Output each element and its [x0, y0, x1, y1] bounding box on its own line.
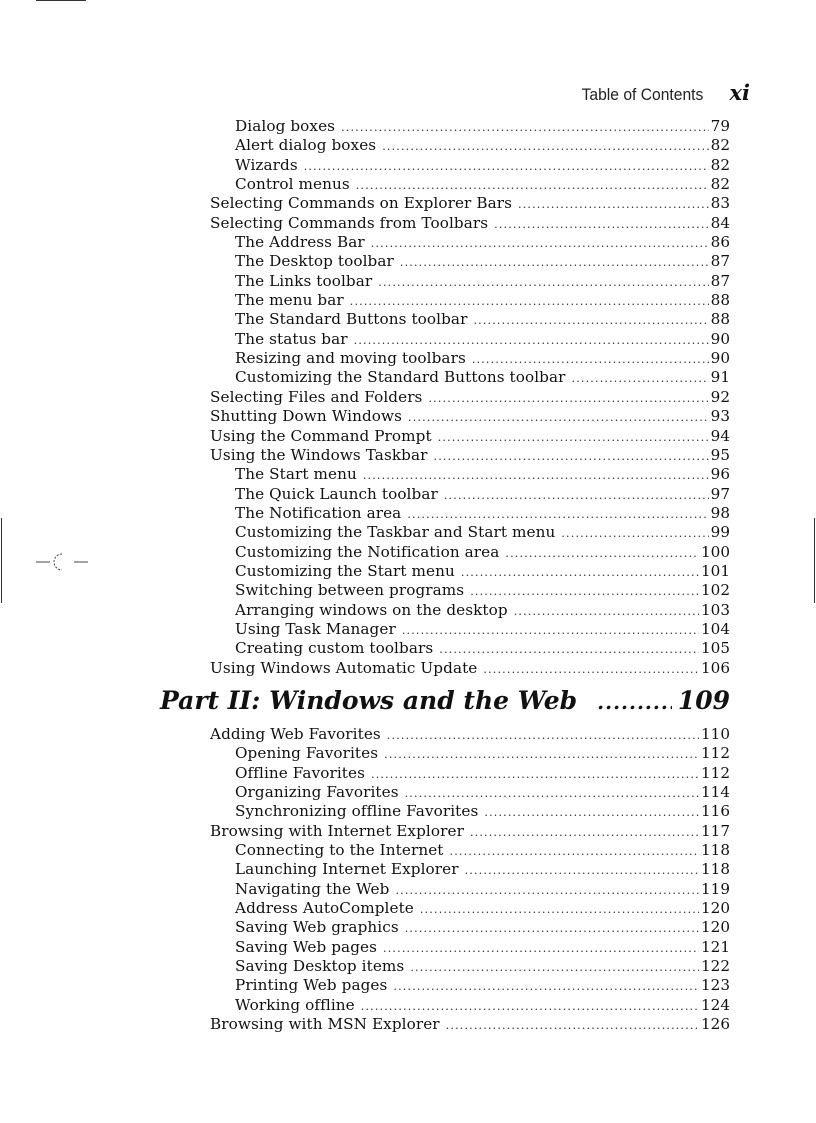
- toc-entry-title: Using the Windows Taskbar: [210, 445, 428, 464]
- toc-entry[interactable]: [210, 744, 730, 763]
- toc-entry-page: 123: [701, 976, 730, 995]
- toc-entry[interactable]: [210, 136, 730, 155]
- toc-entry-leader: [434, 447, 709, 466]
- toc-entry[interactable]: [210, 938, 730, 957]
- toc-entry[interactable]: [210, 1015, 730, 1034]
- toc-entry-title: Creating custom toolbars: [235, 639, 434, 658]
- toc-entry-leader: [405, 919, 699, 938]
- toc-entry[interactable]: [210, 562, 730, 581]
- toc-entry-title: Customizing the Taskbar and Start menu: [235, 523, 556, 542]
- toc-entry-title: Address AutoComplete: [235, 899, 414, 918]
- toc-entry-leader: [484, 803, 699, 822]
- toc-entry-title: Control menus: [235, 175, 350, 194]
- toc-entry[interactable]: [210, 996, 730, 1015]
- toc-entry-page: 86: [710, 233, 730, 252]
- toc-entry-title: Selecting Commands on Explorer Bars: [210, 194, 513, 213]
- toc-entry-page: 79: [710, 117, 730, 135]
- toc-entry[interactable]: [210, 639, 730, 658]
- toc-entry-leader: [439, 640, 699, 659]
- toc-entry-title: Offline Favorites: [235, 763, 365, 782]
- toc-entry[interactable]: [210, 659, 730, 678]
- toc-entry-title: The Quick Launch toolbar: [235, 484, 438, 503]
- toc-entry-page: 120: [701, 918, 730, 937]
- toc-section-part-two: [210, 725, 730, 1035]
- toc-entry-page: 106: [701, 658, 730, 677]
- toc-entry-leader: [363, 466, 709, 485]
- toc-entry-leader: [393, 977, 699, 996]
- toc-entry[interactable]: [210, 368, 730, 387]
- toc-entry-title: Customizing the Standard Buttons toolbar: [235, 368, 566, 387]
- toc-entry-page: 88: [710, 291, 730, 310]
- toc-entry-title: Synchronizing offline Favorites: [235, 802, 479, 821]
- toc-entry-title: Selecting Files and Folders: [210, 387, 423, 406]
- toc-entry-title: The menu bar: [235, 291, 344, 310]
- toc-entry[interactable]: [210, 407, 730, 426]
- toc-entry[interactable]: [210, 117, 730, 136]
- toc-entry-leader: [384, 745, 699, 764]
- toc-entry-title: Adding Web Favorites: [210, 724, 381, 743]
- toc-entry-leader: [438, 428, 709, 447]
- toc-entry-leader: [461, 563, 699, 582]
- toc-entry[interactable]: [210, 485, 730, 504]
- toc-entry[interactable]: [210, 156, 730, 175]
- toc-entry-page: 118: [701, 841, 730, 860]
- toc-entry-title: The Desktop toolbar: [235, 252, 394, 271]
- part-heading-leader: [597, 690, 672, 714]
- toc-entry-page: 96: [710, 465, 730, 484]
- toc-entry-title: The Start menu: [235, 465, 357, 484]
- crop-mark-top: [36, 0, 86, 1]
- toc-entry-page: 117: [701, 821, 730, 840]
- part-heading-page: 109: [677, 685, 730, 715]
- toc-entry[interactable]: [210, 252, 730, 271]
- toc-entry-page: 95: [710, 445, 730, 464]
- toc-entry[interactable]: [210, 523, 730, 542]
- toc-entry-title: Printing Web pages: [235, 976, 388, 995]
- toc-entry-title: Using Task Manager: [235, 619, 396, 638]
- toc-entry-title: Saving Desktop items: [235, 957, 405, 976]
- toc-entry-page: 122: [701, 957, 730, 976]
- toc-entry[interactable]: [210, 291, 730, 310]
- toc-entry-page: 82: [710, 175, 730, 194]
- toc-entry-leader: [505, 544, 699, 563]
- toc-entry[interactable]: [210, 330, 730, 349]
- toc-entry-leader: [472, 350, 709, 369]
- toc-entry-title: Wizards: [235, 155, 298, 174]
- toc-entry-leader: [407, 505, 708, 524]
- toc-entry-title: Switching between programs: [235, 581, 465, 600]
- toc-entry[interactable]: [210, 349, 730, 368]
- toc-entry-page: 90: [710, 349, 730, 368]
- toc-entry-leader: [378, 273, 708, 292]
- toc-entry-leader: [514, 602, 699, 621]
- toc-entry[interactable]: [210, 272, 730, 291]
- toc-entry-page: 126: [701, 1015, 730, 1034]
- toc-entry[interactable]: [210, 601, 730, 620]
- toc-entry-page: 87: [710, 271, 730, 290]
- toc-entry-page: 92: [710, 387, 730, 406]
- toc-entry-page: 114: [701, 783, 730, 801]
- toc-entry-title: Arranging windows on the desktop: [235, 600, 508, 619]
- toc-entry-page: 90: [710, 329, 730, 348]
- toc-entry-title: Opening Favorites: [235, 744, 379, 763]
- running-head: [571, 80, 750, 105]
- toc-entry-leader: [395, 881, 699, 900]
- toc-entry-leader: [483, 660, 699, 679]
- toc-entry-title: The Notification area: [235, 503, 402, 522]
- toc-entry-page: 88: [710, 310, 730, 329]
- toc-entry-leader: [387, 726, 699, 745]
- toc-entry-leader: [341, 118, 709, 137]
- toc-entry-leader: [371, 234, 709, 253]
- toc-entry-page: 118: [701, 860, 730, 879]
- toc-entry-leader: [518, 195, 709, 214]
- toc-entry[interactable]: [210, 802, 730, 821]
- toc-entry[interactable]: [210, 427, 730, 446]
- toc-entry-leader: [361, 997, 699, 1016]
- toc-entry-leader: [382, 137, 708, 156]
- toc-entry-leader: [410, 958, 699, 977]
- toc-entry-title: Resizing and moving toolbars: [235, 349, 466, 368]
- toc-entry-leader: [450, 842, 700, 861]
- toc-entry[interactable]: [210, 388, 730, 407]
- toc-entry-page: 99: [710, 523, 730, 542]
- toc-entry[interactable]: [210, 725, 730, 744]
- toc-entry-page: 82: [710, 136, 730, 155]
- toc-entry-leader: [446, 1016, 699, 1035]
- toc-entry-page: 100: [701, 542, 730, 561]
- toc-entry-page: 120: [701, 899, 730, 918]
- toc-entry-title: Customizing the Notification area: [235, 542, 500, 561]
- toc-entry-title: Navigating the Web: [235, 879, 390, 898]
- toc-entry[interactable]: [210, 310, 730, 329]
- registration-mark-icon: [36, 550, 88, 574]
- toc-entry-page: 104: [701, 619, 730, 638]
- running-head-title: Table of Contents: [581, 85, 704, 104]
- toc-entry-page: 112: [701, 744, 730, 763]
- toc-entry-title: The Address Bar: [235, 233, 365, 252]
- toc-entry-leader: [356, 176, 709, 195]
- toc-entry-leader: [465, 861, 699, 880]
- toc-entry-title: Working offline: [235, 995, 355, 1014]
- toc-entry-title: Saving Web pages: [235, 937, 378, 956]
- toc-entry-title: Selecting Commands from Toolbars: [210, 213, 489, 232]
- toc-entry-page: 94: [710, 426, 730, 445]
- toc-entry[interactable]: [210, 581, 730, 600]
- toc-entry-page: 112: [701, 763, 730, 782]
- crop-mark-left: [1, 518, 2, 603]
- toc-entry-leader: [402, 621, 699, 640]
- toc-entry-page: 105: [701, 639, 730, 658]
- toc-entry[interactable]: [210, 918, 730, 937]
- toc-entry-leader: [561, 524, 708, 543]
- toc-entry[interactable]: [210, 822, 730, 841]
- toc-entry[interactable]: [210, 175, 730, 194]
- toc-section-part-one-tail: [210, 117, 730, 678]
- toc-entry-leader: [408, 408, 709, 427]
- toc-entry-title: Customizing the Start menu: [235, 561, 455, 580]
- toc-entry-title: The status bar: [235, 329, 348, 348]
- toc-entry-leader: [470, 582, 699, 601]
- running-head-page-number: xi: [729, 80, 750, 105]
- toc-entry-page: 102: [701, 581, 730, 600]
- toc-entry-page: 91: [710, 368, 730, 387]
- toc-entry-leader: [470, 823, 699, 842]
- toc-entry-title: Saving Web graphics: [235, 918, 399, 937]
- toc-entry-leader: [444, 486, 709, 505]
- toc-entry[interactable]: [210, 880, 730, 899]
- toc-entry-title: The Links toolbar: [235, 271, 373, 290]
- toc-entry-page: 116: [701, 802, 730, 821]
- toc-entry-leader: [572, 369, 709, 388]
- toc-entry-title: The Standard Buttons toolbar: [235, 310, 468, 329]
- toc-entry-title: Shutting Down Windows: [210, 407, 403, 426]
- toc-entry[interactable]: [210, 764, 730, 783]
- toc-entry[interactable]: [210, 783, 730, 802]
- toc-entry-title: Using Windows Automatic Update: [210, 658, 478, 677]
- table-of-contents: [160, 117, 730, 1034]
- toc-entry-leader: [371, 765, 699, 784]
- toc-entry-title: Dialog boxes: [235, 117, 336, 135]
- toc-entry-leader: [428, 389, 708, 408]
- toc-entry[interactable]: [210, 233, 730, 252]
- toc-entry-title: Using the Command Prompt: [210, 426, 432, 445]
- toc-entry-leader: [494, 215, 709, 234]
- toc-entry[interactable]: [210, 465, 730, 484]
- toc-entry[interactable]: [210, 194, 730, 213]
- toc-entry-leader: [405, 784, 699, 803]
- toc-entry[interactable]: [210, 841, 730, 860]
- toc-entry[interactable]: [210, 957, 730, 976]
- toc-entry-page: 121: [701, 937, 730, 956]
- toc-entry-title: Launching Internet Explorer: [235, 860, 459, 879]
- toc-entry-page: 84: [710, 213, 730, 232]
- part-heading-title: Part II: Windows and the Web: [160, 685, 578, 715]
- toc-entry-leader: [304, 157, 709, 176]
- toc-entry[interactable]: [210, 543, 730, 562]
- toc-entry-leader: [383, 939, 699, 958]
- toc-entry[interactable]: [210, 976, 730, 995]
- crop-mark-right: [814, 518, 815, 603]
- toc-entry-leader: [400, 253, 709, 272]
- toc-entry[interactable]: [210, 214, 730, 233]
- toc-entry-page: 124: [701, 995, 730, 1014]
- toc-entry-title: Connecting to the Internet: [235, 841, 444, 860]
- toc-entry-page: 103: [701, 600, 730, 619]
- toc-entry-page: 110: [701, 724, 730, 743]
- toc-entry[interactable]: [210, 620, 730, 639]
- toc-entry-page: 98: [710, 503, 730, 522]
- toc-entry-page: 87: [710, 252, 730, 271]
- toc-entry-page: 101: [701, 561, 730, 580]
- toc-entry-page: 93: [710, 407, 730, 426]
- toc-entry-page: 83: [710, 194, 730, 213]
- toc-entry-page: 97: [710, 484, 730, 503]
- toc-entry[interactable]: [210, 446, 730, 465]
- toc-entry-leader: [473, 311, 708, 330]
- toc-entry-title: Browsing with Internet Explorer: [210, 821, 464, 840]
- toc-entry[interactable]: [210, 860, 730, 879]
- part-heading[interactable]: [160, 686, 730, 720]
- toc-entry-page: 82: [710, 155, 730, 174]
- toc-entry[interactable]: [210, 899, 730, 918]
- toc-entry-leader: [354, 331, 709, 350]
- toc-entry-leader: [350, 292, 709, 311]
- toc-entry-title: Browsing with MSN Explorer: [210, 1015, 440, 1034]
- toc-entry-title: Organizing Favorites: [235, 783, 399, 801]
- toc-entry[interactable]: [210, 504, 730, 523]
- toc-entry-page: 119: [701, 879, 730, 898]
- toc-entry-leader: [420, 900, 699, 919]
- toc-entry-title: Alert dialog boxes: [235, 136, 377, 155]
